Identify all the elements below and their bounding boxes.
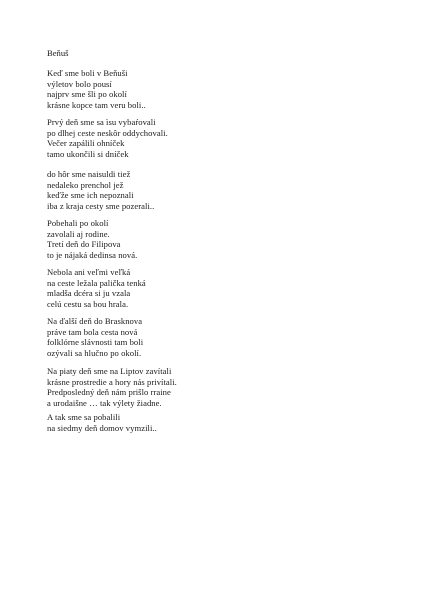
poem-line: A tak sme sa pobalili bbox=[47, 412, 121, 422]
poem-line: Na ďalší deň do Brasknova bbox=[47, 316, 143, 326]
poem-line: a urodaišne … tak výlety žiadne. bbox=[47, 397, 162, 408]
poem-line: krásne prostredie a hory nás privítali. bbox=[47, 376, 177, 387]
poem-line: ozývali sa hlučno po okolí. bbox=[47, 347, 142, 358]
poem-line: Na piaty deň sme na Liptov zavítali bbox=[47, 366, 172, 376]
poem-title: Beňuš bbox=[47, 48, 69, 58]
poem-line: nedaleko prenchol jež bbox=[47, 179, 124, 190]
poem-line: práve tam bola cesta nová bbox=[47, 326, 138, 337]
poem-line: tamo ukončili si dníček bbox=[47, 148, 129, 159]
poem-line: celú cestu sa bou hrala. bbox=[47, 298, 129, 309]
stanza bbox=[47, 68, 146, 110]
poem-line: Pobehali po okolí bbox=[47, 218, 109, 228]
poem-line: keďže sme ich nepoznali bbox=[47, 190, 134, 201]
poem-line: výletov bolo pousí bbox=[47, 78, 112, 89]
stanza bbox=[47, 316, 143, 358]
poem-line: to je nájaká dedinsa nová. bbox=[47, 249, 138, 260]
poem-line: zavolali aj rodine. bbox=[47, 228, 110, 239]
poem-line: na ceste ležala palička tenká bbox=[47, 277, 146, 288]
poem-line: Predposledný deň nám prišlo rraine bbox=[47, 387, 171, 398]
poem-line: iba z kraja cesty sme pozerali.. bbox=[47, 200, 155, 211]
poem-line: Večer zapálili ohníček bbox=[47, 138, 125, 149]
stanza bbox=[47, 169, 154, 211]
poem-line: Prvý deň sme sa ìsu vybaŕovali bbox=[47, 117, 156, 127]
poem-line: na siedmy deň domov vymzili.. bbox=[47, 422, 157, 433]
poem-line: folklórne slávnosti tam boli bbox=[47, 337, 144, 348]
poem-line: Nebola ani veľmi veľká bbox=[47, 267, 131, 277]
poem-line: Keď sme boli v Beňuši bbox=[47, 68, 128, 78]
poem-line: mladša dcéra si ju vzala bbox=[47, 288, 131, 299]
stanza bbox=[47, 366, 177, 408]
poem-line: najprv sme šli po okolí bbox=[47, 89, 127, 100]
stanza bbox=[47, 218, 137, 260]
poem-line: do hôr sme naisuldi tiež bbox=[47, 169, 131, 179]
poem-line: po dlhej ceste neskôr oddychovali. bbox=[47, 127, 168, 138]
stanza bbox=[47, 267, 146, 309]
poem-line: Tretí deň do Filipova bbox=[47, 239, 121, 250]
stanza bbox=[47, 117, 168, 159]
stanza bbox=[47, 412, 157, 433]
poem-line: krásne kopce tam veru boli.. bbox=[47, 99, 146, 110]
